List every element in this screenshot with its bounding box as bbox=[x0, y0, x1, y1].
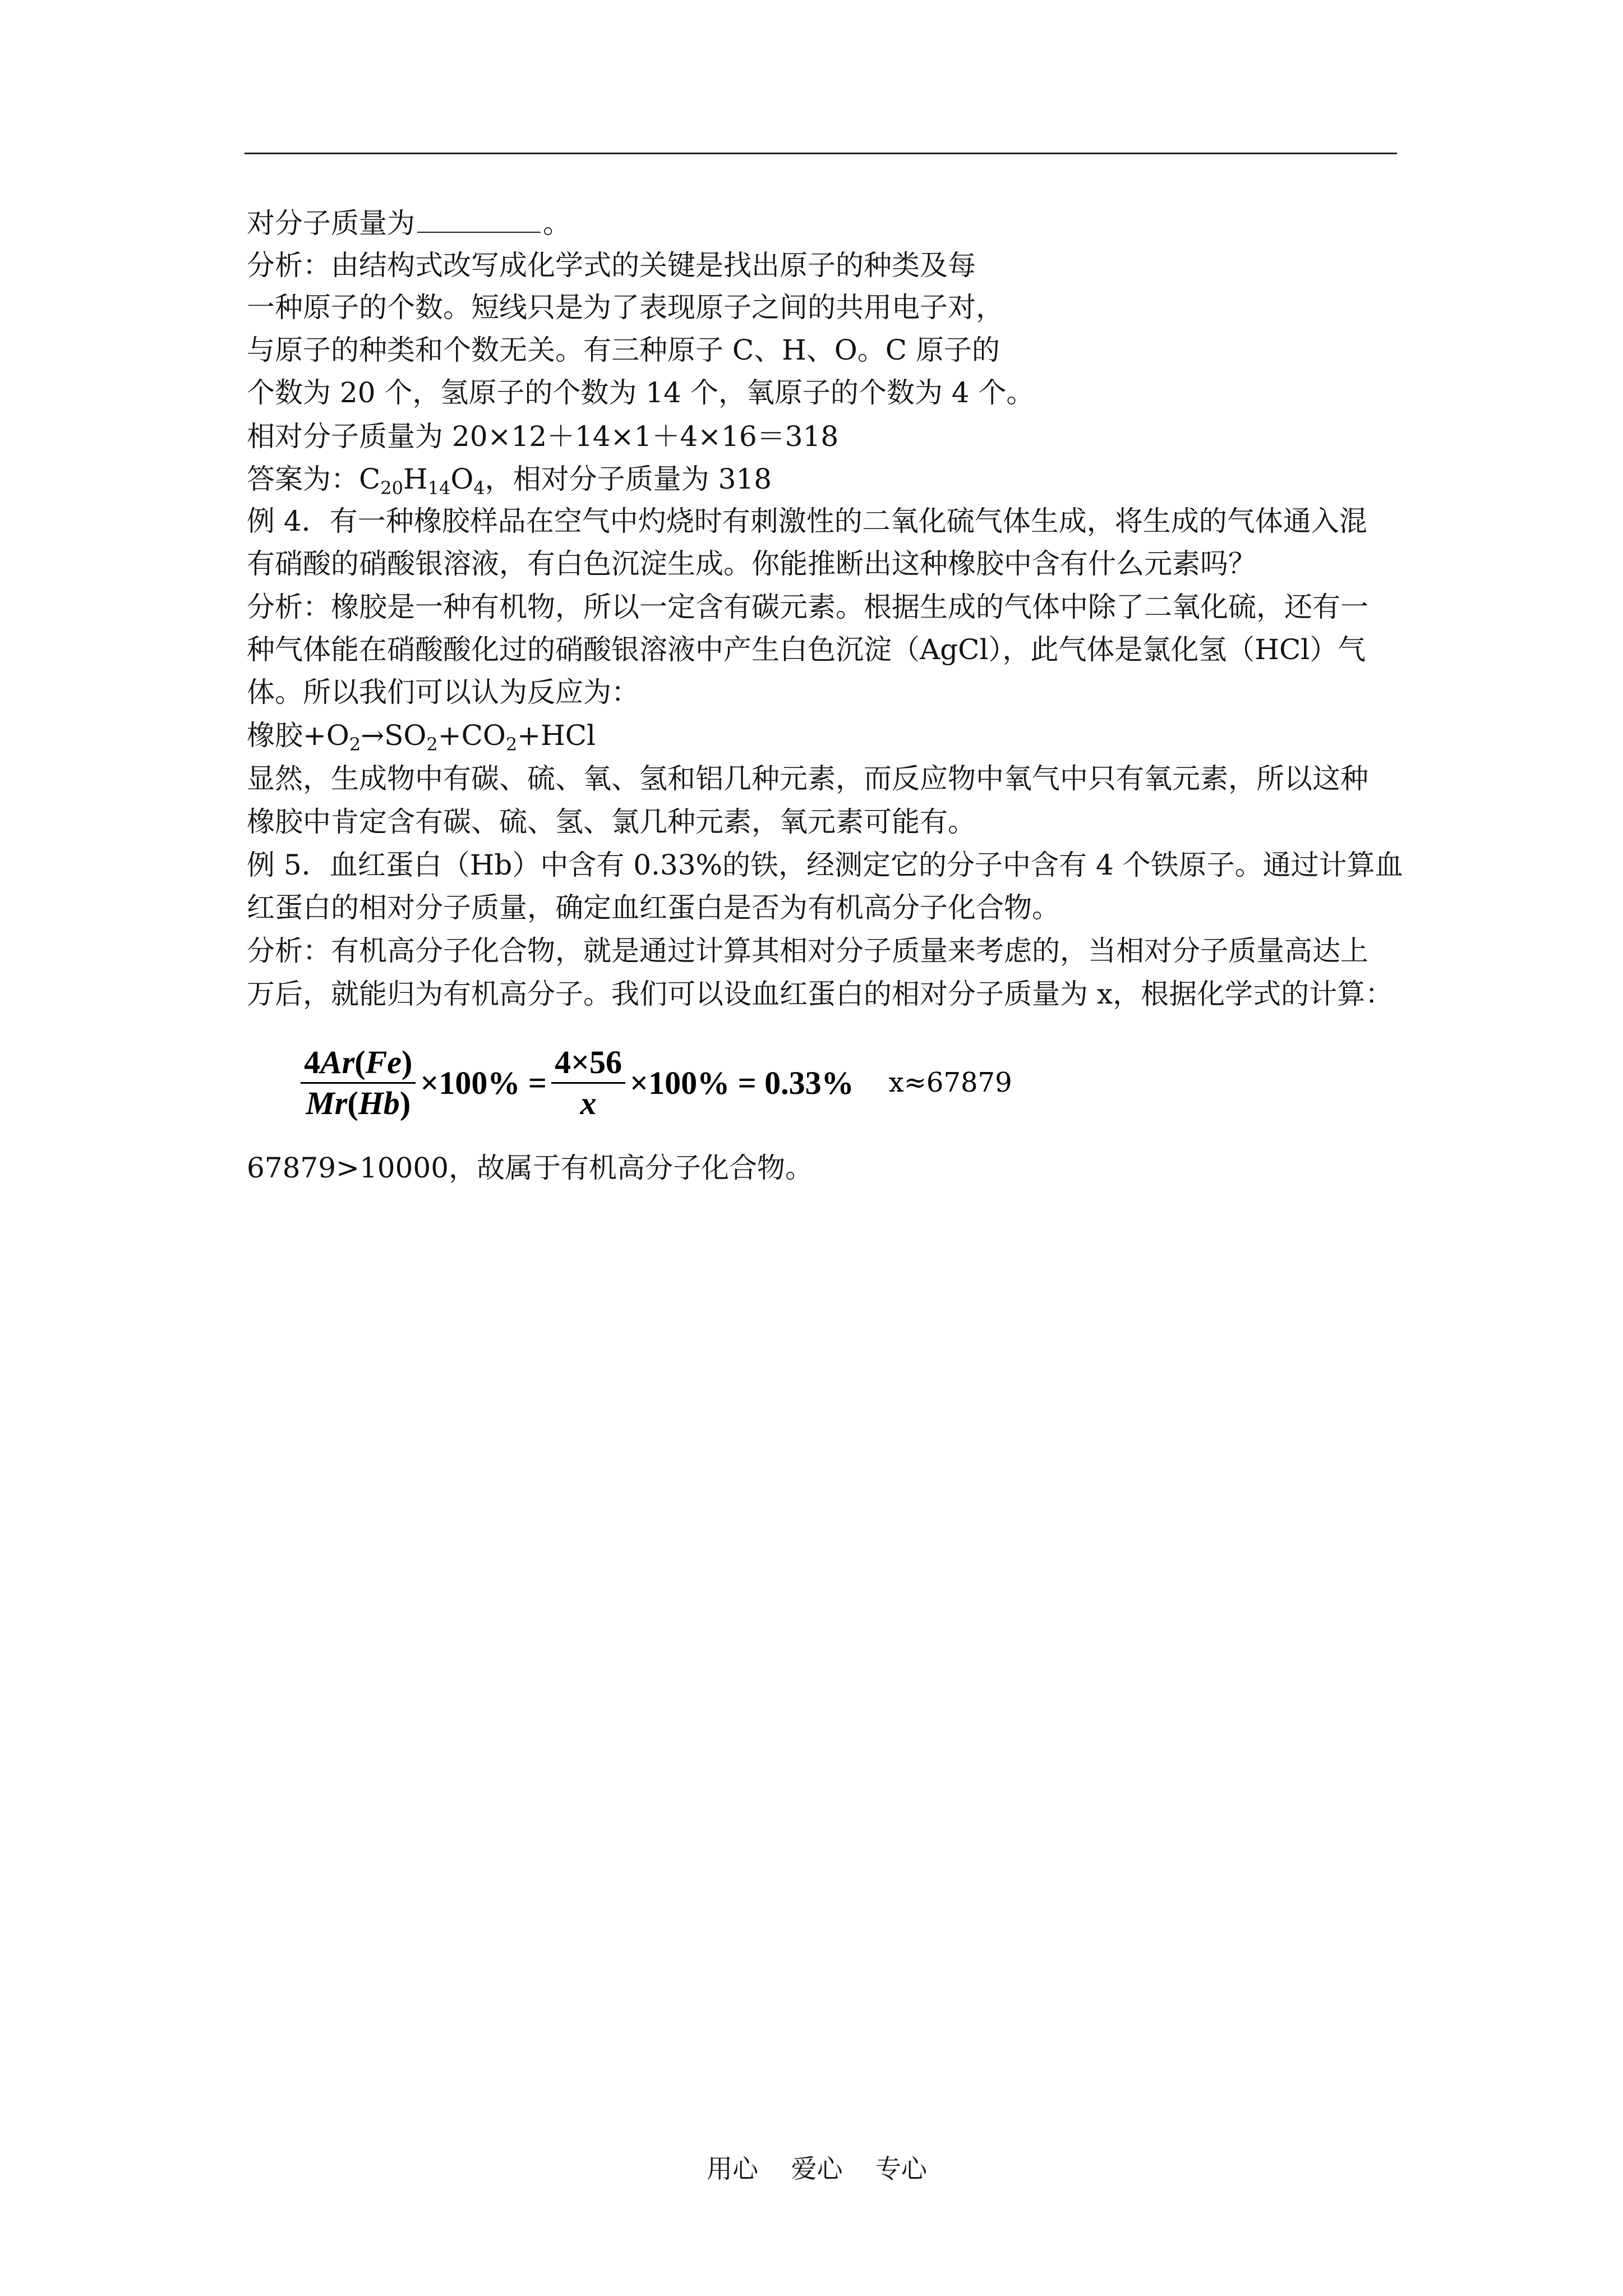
formula-operator: ×100% = 0.33% bbox=[630, 1064, 854, 1101]
subscript: 2 bbox=[505, 734, 518, 755]
formula-text: ( bbox=[347, 1084, 358, 1121]
text-line-7 bbox=[247, 462, 772, 499]
text-line-19: 万后，就能归为有机高分子。我们可以设血红蛋白的相对分子质量为 x，根据化学式的计算： bbox=[247, 978, 1394, 1010]
approx-result: x≈67879 bbox=[888, 1067, 1012, 1098]
text-line-8: 例 4．有一种橡胶样品在空气中灼烧时有刺激性的二氧化硫气体生成，将生成的气体通入混 bbox=[247, 505, 1367, 537]
formula-text: Mr bbox=[306, 1084, 348, 1121]
text-line-3: 一种原子的个数。短线只是为了表现原子之间的共用电子对， bbox=[247, 291, 1004, 324]
subscript: 20 bbox=[380, 477, 403, 499]
text-line-10: 分析：橡胶是一种有机物，所以一定含有碳元素。根据生成的气体中除了二氧化硫，还有一 bbox=[247, 591, 1368, 623]
header-rule bbox=[245, 153, 1397, 154]
text-line-11: 种气体能在硝酸酸化过的硝酸银溶液中产生白色沉淀（AgCl），此气体是氯化氢（HCl）气 bbox=[247, 633, 1366, 666]
text-line-1 bbox=[247, 206, 571, 240]
text-line-6: 相对分子质量为 20×12＋14×1＋4×16＝318 bbox=[247, 420, 839, 453]
formula-text: 4 bbox=[304, 1043, 320, 1080]
fraction-4x56-over-x bbox=[551, 1043, 625, 1123]
line-text: O bbox=[450, 463, 474, 495]
denominator: x bbox=[580, 1084, 597, 1121]
text-line-16: 例 5．血红蛋白（Hb）中含有 0.33%的铁，经测定它的分子中含有 4 个铁原子。通过计算血 bbox=[247, 849, 1403, 881]
line-text: +CO bbox=[437, 719, 506, 752]
formula-text: Ar bbox=[320, 1043, 355, 1080]
line-text: +HCl bbox=[517, 719, 596, 752]
line-text: 。 bbox=[543, 207, 571, 240]
denominator bbox=[302, 1084, 414, 1123]
line-text: 对分子质量为 bbox=[247, 207, 415, 240]
answer-blank bbox=[417, 207, 541, 233]
text-line-18: 分析：有机高分子化合物，就是通过计算其相对分子质量来考虑的，当相对分子质量高达上 bbox=[247, 935, 1368, 967]
formula-text: ) bbox=[399, 1084, 411, 1121]
text-line-9: 有硝酸的硝酸银溶液，有白色沉淀生成。你能推断出这种橡胶中含有什么元素吗？ bbox=[247, 547, 1256, 580]
iron-fraction-formula bbox=[297, 1032, 1012, 1133]
page-footer: 用心 爱心 专心 bbox=[707, 2154, 927, 2184]
fraction-ar-over-mr bbox=[301, 1043, 416, 1123]
text-line-2: 分析：由结构式改写成化学式的关键是找出原子的种类及每 bbox=[247, 249, 976, 282]
line-text: →SO bbox=[361, 719, 427, 752]
formula-text: Fe bbox=[365, 1043, 402, 1080]
text-line-15: 橡胶中肯定含有碳、硫、氢、氯几种元素，氧元素可能有。 bbox=[247, 806, 976, 838]
text-line-12: 体。所以我们可以认为反应为： bbox=[247, 676, 639, 708]
formula-text: ) bbox=[402, 1043, 413, 1080]
text-line-14: 显然，生成物中有碳、硫、氧、氢和铝几种元素，而反应物中氧气中只有氧元素，所以这种 bbox=[247, 762, 1368, 795]
formula-operator: ×100% = bbox=[420, 1064, 547, 1101]
text-line-20: 67879>10000，故属于有机高分子化合物。 bbox=[247, 1152, 814, 1184]
text-line-13 bbox=[247, 719, 596, 755]
text-line-5: 个数为 20 个，氢原子的个数为 14 个，氧原子的个数为 4 个。 bbox=[247, 376, 1035, 409]
line-text: 答案为：C bbox=[247, 463, 381, 495]
text-line-4: 与原子的种类和个数无关。有三种原子 C、H、O。C 原子的 bbox=[247, 334, 1000, 366]
subscript: 2 bbox=[349, 734, 361, 755]
subscript: 2 bbox=[426, 734, 438, 755]
numerator: 4×56 bbox=[554, 1043, 623, 1080]
formula-text: ( bbox=[354, 1043, 366, 1080]
line-text: H bbox=[403, 463, 428, 495]
numerator bbox=[301, 1043, 416, 1082]
line-text: 橡胶+O bbox=[247, 719, 349, 752]
line-text: ，相对分子质量为 318 bbox=[485, 463, 772, 495]
text-line-17: 红蛋白的相对分子质量，确定血红蛋白是否为有机高分子化合物。 bbox=[247, 891, 1060, 924]
formula-text: Hb bbox=[358, 1084, 400, 1121]
subscript: 14 bbox=[427, 477, 451, 499]
subscript: 4 bbox=[473, 477, 485, 499]
